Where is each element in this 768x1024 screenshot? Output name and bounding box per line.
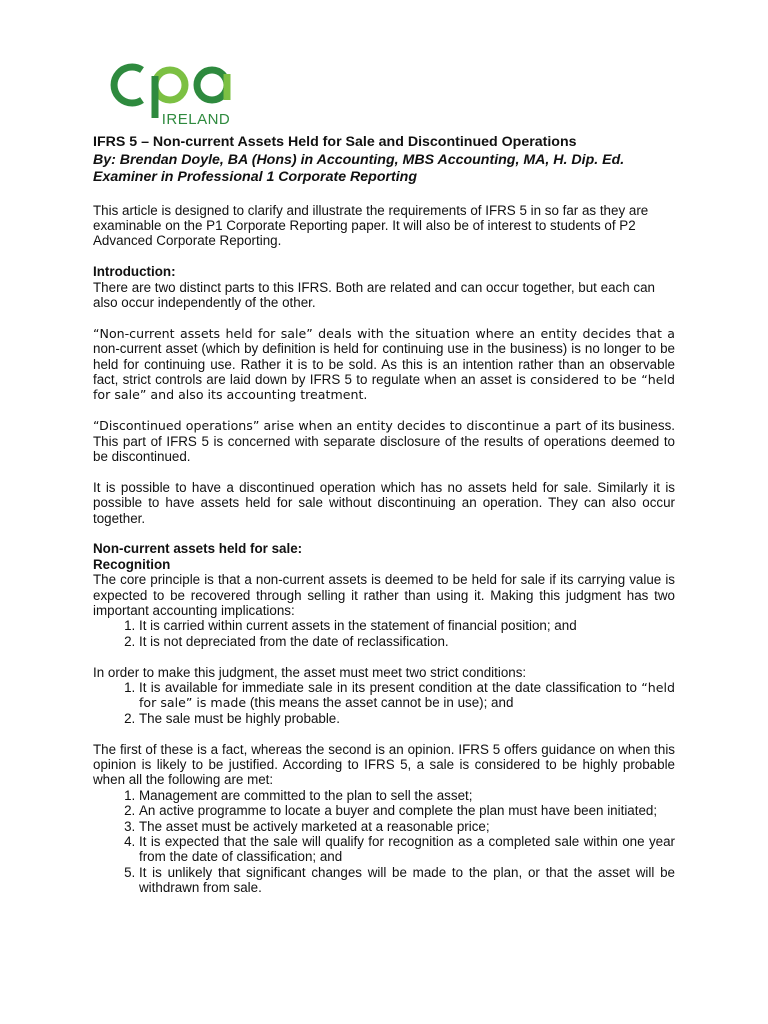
recognition-paragraph: The core principle is that a non-current assets is deemed to be held for sale if its carrying value is expected to be recovered through selling it rather than using it. Making this judgment has two important accounting implications: (93, 572, 675, 618)
list-item: 3. The asset must be actively marketed at a reasonable price; (139, 819, 675, 834)
list-item (139, 680, 675, 711)
recognition-heading: Recognition (93, 556, 171, 572)
author-byline: By: Brendan Doyle, BA (Hons) in Accounting, MBS Accounting, MA, H. Dip. Ed. (93, 151, 625, 168)
condition-1-mixed: “held for sale” is made (139, 680, 675, 711)
article-body (93, 134, 675, 896)
condition-1-tail: (this means the asset cannot be in use); and (246, 695, 514, 711)
examiner-line: Examiner in Professional 1 Corporate Reporting (93, 169, 418, 185)
held-for-sale-paragraph (93, 326, 675, 403)
intro-paragraph: This article is designed to clarify and illustrate the requirements of IFRS 5 in so far as they are examinable on the P1 Corporate Reporting paper. It will also be of interest to students of P2 Advanced Corporate Reporting. (93, 202, 649, 249)
cpa-ireland-logo (108, 52, 256, 130)
conditions-list (93, 680, 675, 726)
list-item: 1. Management are committed to the plan to sell the asset; (139, 788, 675, 803)
held-for-sale-body: non-current asset (which by definition is held for continuing use in the business) is no longer to be held for continuing use. Rather it is to be sold. As this is an intention rather than an observable fact, strict controls are laid down by IFRS 5 to regulate when an asset is (93, 341, 675, 387)
list-item: 1. It is carried within current assets in the statement of financial position; and (139, 618, 675, 633)
discontinued-body: its business. This part of IFRS 5 is concerned with separate disclosure of the results of operations deemed to be discontinued. (93, 418, 675, 464)
possible-paragraph: It is possible to have a discontinued operation which has no assets held for sale. Similarly it is possible to have assets held for sale without discontinuing an operation. They can also occur together. (93, 479, 675, 526)
introduction-heading: Introduction: (93, 264, 176, 280)
logo-letter-c (114, 67, 142, 103)
logo-subtext: IRELAND (161, 111, 231, 128)
condition-1-text: It is available for immediate sale in its present condition at the date classification to (139, 680, 642, 695)
list-item: 5. It is unlikely that significant changes will be made to the plan, or that the asset will be withdrawn from sale. (139, 865, 675, 896)
logo-letter-a-bowl (197, 70, 227, 100)
conditions-paragraph: In order to make this judgment, the asset must meet two strict conditions: (93, 664, 527, 680)
discontinued-paragraph (93, 418, 675, 464)
article-title: IFRS 5 – Non-current Assets Held for Sale and Discontinued Operations (93, 134, 577, 150)
list-item: 2. It is not depreciated from the date of reclassification. (139, 634, 675, 649)
list-item: 2. An active programme to locate a buyer and complete the plan must have been initiated; (139, 803, 675, 818)
logo-letter-p-bowl (155, 70, 185, 100)
held-for-sale-lead: “Non-current assets held for sale” deals with the situation where an entity decides that a (93, 325, 675, 341)
implications-list (93, 618, 675, 649)
list-item: 4. It is expected that the sale will qualify for recognition as a completed sale within one year from the date of classification; and (139, 834, 675, 865)
ncah-heading: Non-current assets held for sale: (93, 541, 303, 557)
held-for-sale-tail: considered to be “held for sale” and also its accounting treatment. (93, 371, 675, 403)
list-item: 2. The sale must be highly probable. (139, 711, 675, 726)
criteria-list (93, 788, 675, 896)
first-paragraph: The first of these is a fact, whereas the second is an opinion. IFRS 5 offers guidance on when this opinion is likely to be justified. According to IFRS 5, a sale is considered to be highly probable when all the following are met: (93, 741, 675, 788)
discontinued-lead: “Discontinued operations” arise when an entity decides to discontinue a part of (93, 418, 598, 434)
introduction-paragraph: There are two distinct parts to this IFRS. Both are related and can occur together, but each can also occur independently of the other. (93, 279, 655, 310)
